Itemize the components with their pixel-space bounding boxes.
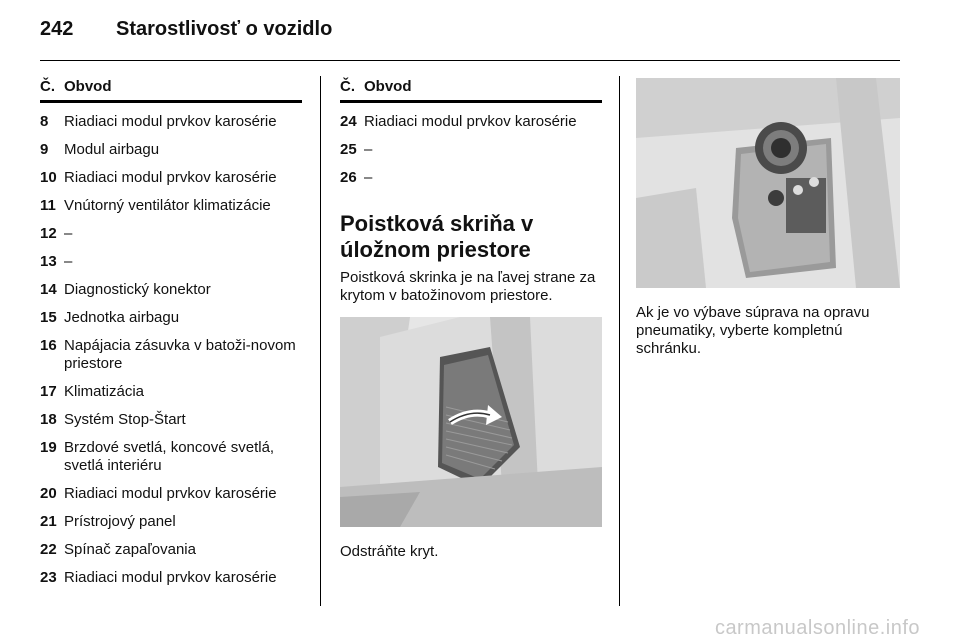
col-num-header: Č. xyxy=(40,78,55,95)
column-divider xyxy=(619,76,620,606)
page-title: Starostlivosť o vozidlo xyxy=(116,18,333,40)
table-row xyxy=(40,113,302,131)
fuse-circuit: – xyxy=(364,169,373,186)
table-row xyxy=(40,281,302,299)
fuse-number: 20 xyxy=(40,485,57,502)
fuse-circuit: Napájacia zásuvka v batoži-novom priestore xyxy=(64,337,296,372)
fuse-circuit: Riadiaci modul prvkov karosérie xyxy=(64,569,277,586)
fuse-circuit: Diagnostický konektor xyxy=(64,281,211,298)
fuse-circuit: Riadiaci modul prvkov karosérie xyxy=(364,113,577,130)
table-row xyxy=(40,225,302,243)
fuse-number: 16 xyxy=(40,337,57,354)
table-row xyxy=(40,439,302,475)
col-circuit-header: Obvod xyxy=(64,78,112,95)
table-row xyxy=(40,197,302,215)
fuse-number: 22 xyxy=(40,541,57,558)
repair-kit-note: Ak je vo výbave súprava na opravu pneumatiky, vyberte kompletnú schránku. xyxy=(636,304,870,357)
table-row xyxy=(40,309,302,327)
repair-kit-photo xyxy=(636,78,900,288)
column-divider xyxy=(320,76,321,606)
table-header xyxy=(340,78,602,103)
fuse-number: 24 xyxy=(340,113,357,130)
fuse-number: 26 xyxy=(340,169,357,186)
fuse-number: 10 xyxy=(40,169,57,186)
table-row xyxy=(340,169,602,187)
fuse-circuit: – xyxy=(64,253,73,270)
section-intro: Poistková skrinka je na ľavej strane za krytom v batožinovom priestore. xyxy=(340,269,596,304)
table-row xyxy=(40,169,302,187)
fuse-circuit: Vnútorný ventilátor klimatizácie xyxy=(64,197,271,214)
table-row xyxy=(40,141,302,159)
table-row xyxy=(40,337,302,373)
fuse-number: 19 xyxy=(40,439,57,456)
fuse-number: 11 xyxy=(40,197,56,214)
table-row xyxy=(40,513,302,531)
fuse-circuit: Modul airbagu xyxy=(64,141,160,158)
table-row xyxy=(340,141,602,159)
table-row xyxy=(40,541,302,559)
fuse-number: 14 xyxy=(40,281,57,298)
header-rule xyxy=(40,60,900,61)
section-heading: Poistková skriňa v úložnom priestore xyxy=(340,211,534,262)
fuse-number: 21 xyxy=(40,513,57,530)
col-num-header: Č. xyxy=(340,78,355,95)
fuse-number: 17 xyxy=(40,383,57,400)
trunk-cover-photo xyxy=(340,317,602,527)
table-row xyxy=(40,411,302,429)
fuse-number: 18 xyxy=(40,411,57,428)
fuse-number: 25 xyxy=(340,141,357,158)
fuse-number: 8 xyxy=(40,113,49,130)
table-row xyxy=(40,253,302,271)
fuse-number: 13 xyxy=(40,253,57,270)
table-header xyxy=(40,78,302,103)
table-row xyxy=(340,113,602,131)
fuse-number: 23 xyxy=(40,569,57,586)
watermark: carmanualsonline.info xyxy=(714,617,920,639)
photo-caption-remove-cover: Odstráňte kryt. xyxy=(340,543,439,560)
table-row xyxy=(40,569,302,587)
column-right xyxy=(636,78,900,358)
page-header xyxy=(40,18,332,48)
table-row xyxy=(40,485,302,503)
page-number: 242 xyxy=(40,18,74,40)
table-row xyxy=(40,383,302,401)
fuse-circuit: Riadiaci modul prvkov karosérie xyxy=(64,113,277,130)
fuse-table-left xyxy=(40,78,302,587)
fuse-circuit: – xyxy=(364,141,373,158)
fuse-number: 9 xyxy=(40,141,49,158)
fuse-circuit: Systém Stop-Štart xyxy=(64,411,186,428)
fuse-circuit: Spínač zapaľovania xyxy=(64,541,196,558)
fuse-circuit: – xyxy=(64,225,73,242)
fuse-circuit: Prístrojový panel xyxy=(64,513,176,530)
fuse-number: 15 xyxy=(40,309,57,326)
fuse-circuit: Riadiaci modul prvkov karosérie xyxy=(64,485,277,502)
fuse-circuit: Riadiaci modul prvkov karosérie xyxy=(64,169,277,186)
col-circuit-header: Obvod xyxy=(364,78,412,95)
fuse-circuit: Brzdové svetlá, koncové svetlá, svetlá interiéru xyxy=(64,439,275,474)
fuse-circuit: Klimatizácia xyxy=(64,383,145,400)
fuse-number: 12 xyxy=(40,225,57,242)
fuse-table-right xyxy=(340,78,602,561)
fuse-circuit: Jednotka airbagu xyxy=(64,309,180,326)
